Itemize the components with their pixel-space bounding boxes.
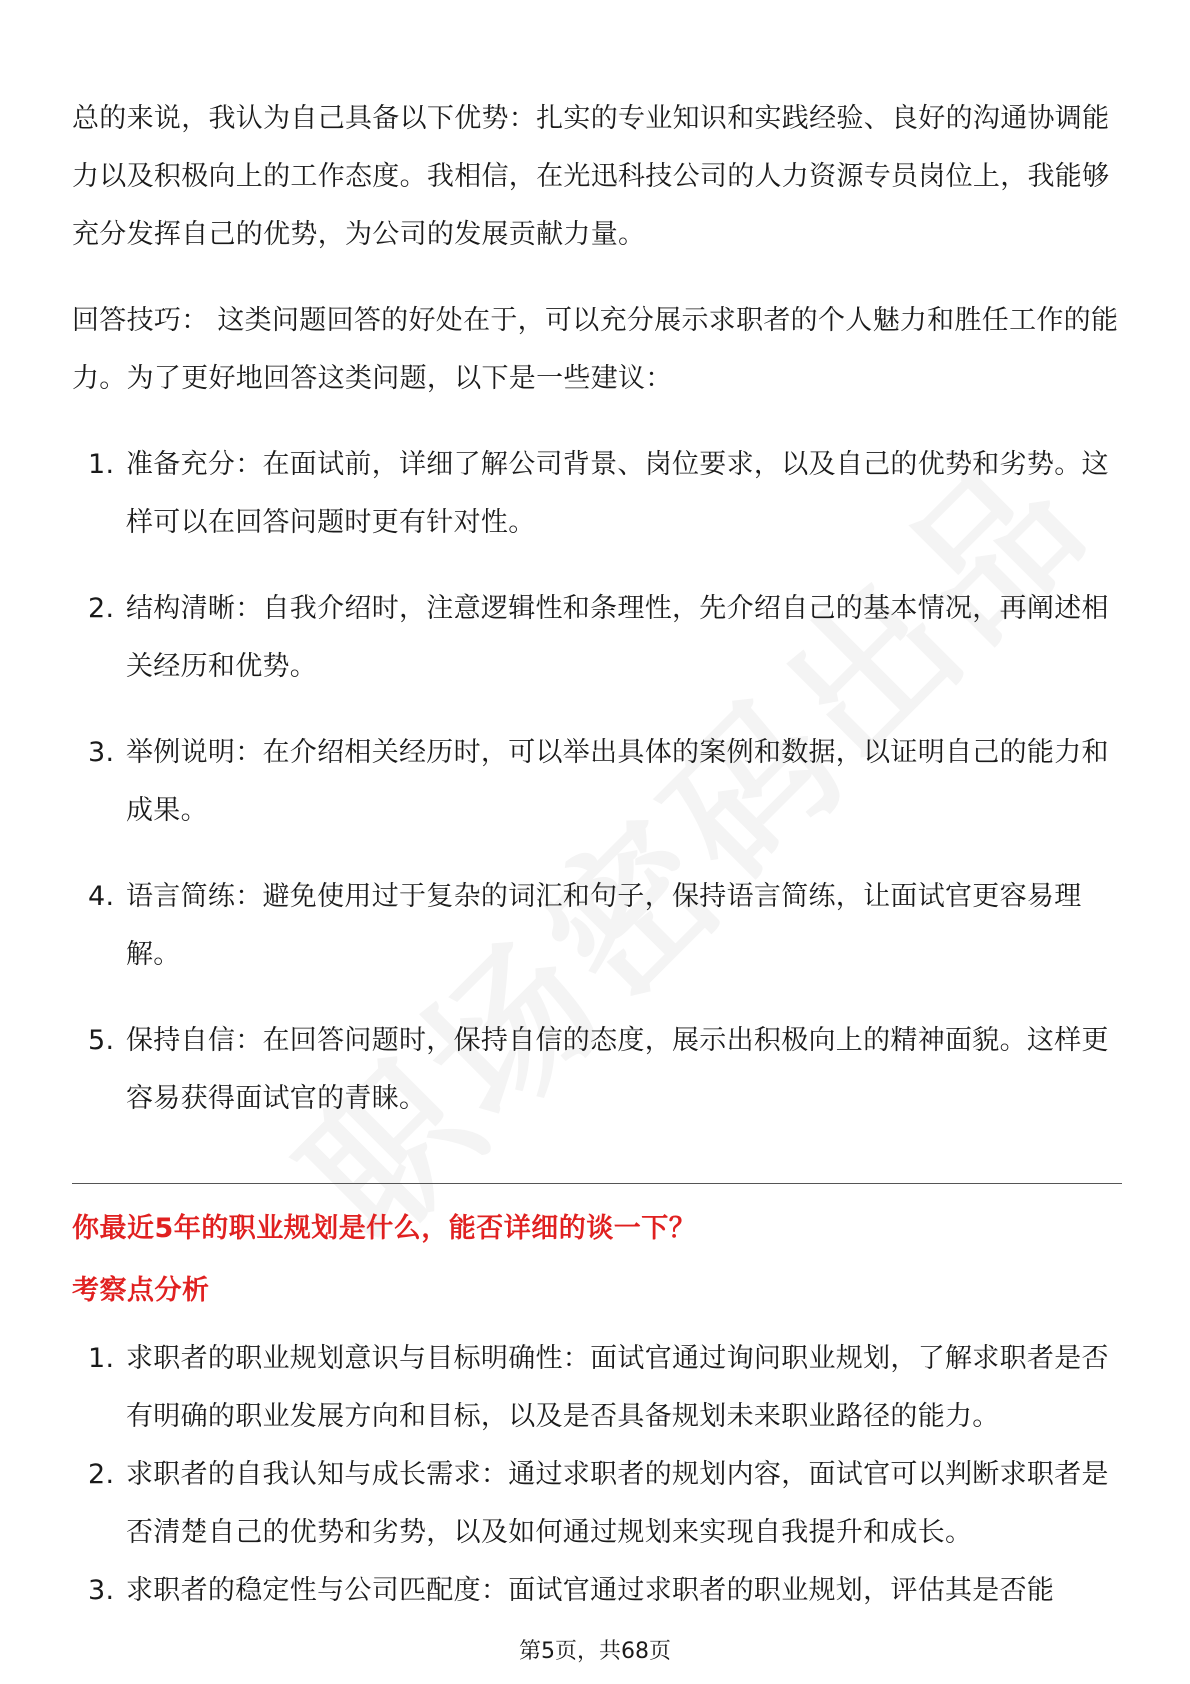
list-number: 4. — [88, 881, 115, 912]
list-item — [72, 1446, 1122, 1562]
list-item-text: 求职者的稳定性与公司匹配度：面试官通过求职者的职业规划，评估其是否能 — [126, 1575, 1055, 1606]
tips-list — [72, 436, 1122, 1128]
list-item — [72, 1012, 1122, 1128]
list-number: 1. — [88, 449, 115, 480]
question-title: 你最近5年的职业规划是什么，能否详细的谈一下？ — [72, 1213, 697, 1244]
list-item-text: 结构清晰：自我介绍时，注意逻辑性和条理性，先介绍自己的基本情况，再阐述相关经历和优势。 — [126, 593, 1109, 682]
list-item — [72, 724, 1122, 840]
list-number: 3. — [88, 1575, 115, 1606]
list-item — [72, 580, 1122, 696]
list-number: 1. — [88, 1343, 115, 1374]
list-number: 2. — [88, 593, 115, 624]
list-number: 5. — [88, 1025, 115, 1056]
list-item — [72, 1330, 1122, 1446]
tips-paragraph: 回答技巧： 这类问题回答的好处在于，可以充分展示求职者的个人魅力和胜任工作的能力。为了更好地回答这类问题，以下是一些建议： — [72, 305, 1119, 394]
list-item — [72, 1562, 1122, 1620]
main-content — [72, 90, 1122, 1156]
page-number-footer: 第5页，共68页 — [519, 1639, 671, 1664]
section-divider — [72, 1183, 1122, 1184]
list-item-text: 语言简练：避免使用过于复杂的词汇和句子，保持语言简练，让面试官更容易理解。 — [126, 881, 1082, 970]
list-number: 3. — [88, 737, 115, 768]
list-item — [72, 868, 1122, 984]
list-item-text: 举例说明：在介绍相关经历时，可以举出具体的案例和数据，以证明自己的能力和成果。 — [126, 737, 1109, 826]
list-item-text: 求职者的职业规划意识与目标明确性：面试官通过询问职业规划，了解求职者是否有明确的职业发展方向和目标，以及是否具备规划未来职业路径的能力。 — [126, 1343, 1109, 1432]
list-item-text: 求职者的自我认知与成长需求：通过求职者的规划内容，面试官可以判断求职者是否清楚自己的优势和劣势，以及如何通过规划来实现自我提升和成长。 — [126, 1459, 1109, 1548]
list-item — [72, 436, 1122, 552]
list-item-text: 准备充分：在面试前，详细了解公司背景、岗位要求，以及自己的优势和劣势。这样可以在回答问题时更有针对性。 — [126, 449, 1109, 538]
intro-paragraph: 总的来说，我认为自己具备以下优势：扎实的专业知识和实践经验、良好的沟通协调能力以及积极向上的工作态度。我相信，在光迅科技公司的人力资源专员岗位上，我能够充分发挥自己的优势，为公司的发展贡献力量。 — [72, 103, 1110, 250]
list-item-text: 保持自信：在回答问题时，保持自信的态度，展示出积极向上的精神面貌。这样更容易获得面试官的青睐。 — [126, 1025, 1109, 1114]
list-number: 2. — [88, 1459, 115, 1490]
analysis-title: 考察点分析 — [72, 1275, 210, 1306]
analysis-list — [72, 1330, 1122, 1620]
analysis-section — [72, 1330, 1122, 1620]
